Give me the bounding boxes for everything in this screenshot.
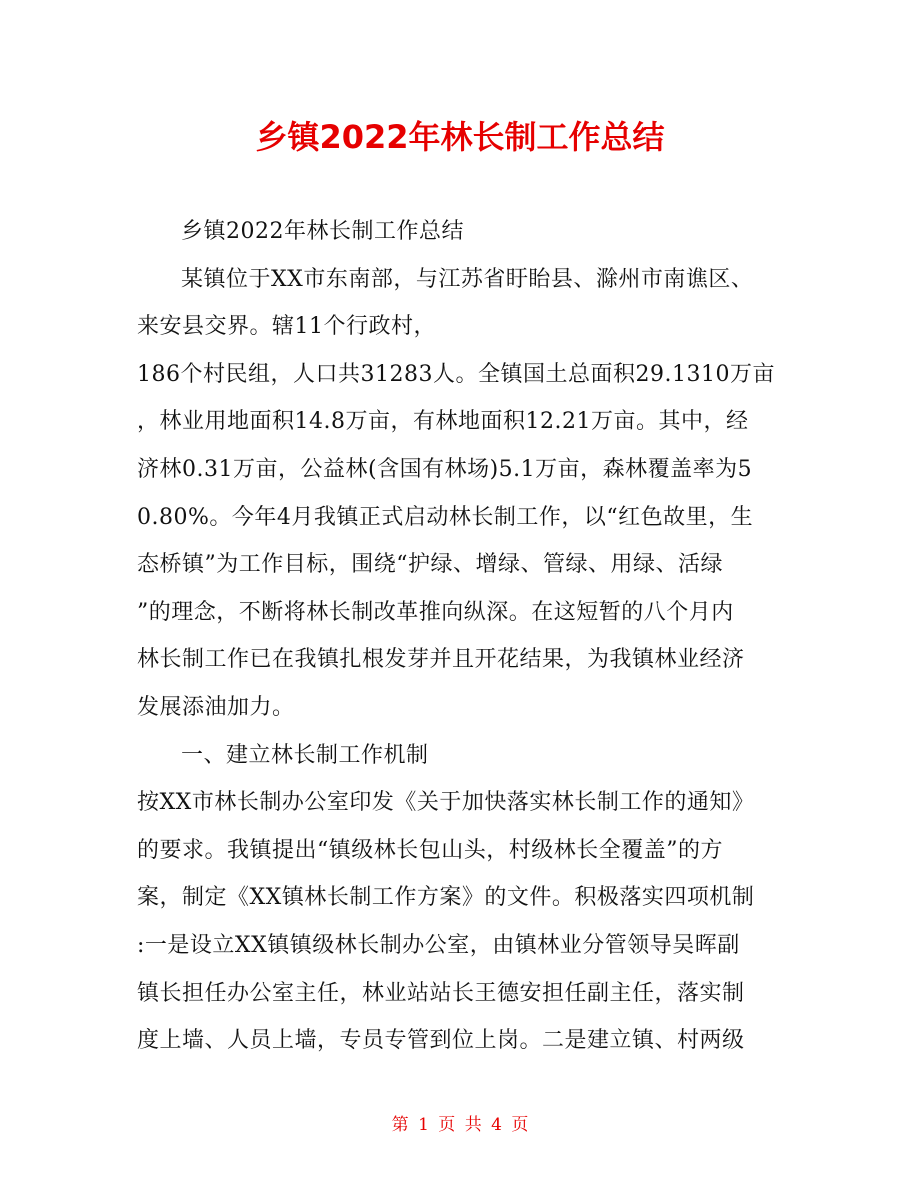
body-line: 案，制定《XX镇林长制工作方案》的文件。积极落实四项机制 <box>137 885 755 911</box>
body-line: 济林0.31万亩，公益林(含国有林场)5.1万亩，森林覆盖率为5 <box>137 456 753 482</box>
section-heading: 一、建立林长制工作机制 <box>181 742 429 768</box>
page-number-footer: 第 1 页 共 4 页 <box>391 1115 529 1135</box>
body-line: 0.80%。今年4月我镇正式启动林长制工作，以“红色故里，生 <box>137 504 754 530</box>
body-line: ”的理念，不断将林长制改革推向纵深。在这短暂的八个月内 <box>137 599 734 625</box>
body-line: 某镇位于XX市东南部，与江苏省盱眙县、滁州市南谯区、 <box>181 266 754 292</box>
body-line: 按XX市林长制办公室印发《关于加快落实林长制工作的通知》 <box>137 790 755 816</box>
body-line: 乡镇2022年林长制工作总结 <box>181 219 464 244</box>
body-line: ，林业用地面积14.8万亩，有林地面积12.21万亩。其中，经 <box>137 409 749 435</box>
body-line: 镇长担任办公室主任，林业站站长王德安担任副主任，落实制 <box>137 980 745 1006</box>
document-title: 乡镇2022年林长制工作总结 <box>255 118 665 156</box>
body-line: 林长制工作已在我镇扎根发芽并且开花结果，为我镇林业经济 <box>137 647 745 673</box>
body-line: :一是设立XX镇镇级林长制办公室，由镇林业分管领导吴晖副 <box>137 932 740 958</box>
body-line: 发展添油加力。 <box>137 694 295 720</box>
body-line: 态桥镇”为工作目标，围绕“护绿、增绿、管绿、用绿、活绿 <box>137 552 723 578</box>
body-line: 的要求。我镇提出“镇级林长包山头，村级林长全覆盖”的方 <box>137 837 723 863</box>
body-line: 来安县交界。辖11个行政村， <box>137 314 436 340</box>
document-body <box>137 208 782 1065</box>
body-line: 186个村民组，人口共31283人。全镇国土总面积29.1310万亩 <box>137 361 775 387</box>
body-line: 度上墙、人员上墙，专员专管到位上岗。二是建立镇、村两级 <box>137 1028 745 1054</box>
